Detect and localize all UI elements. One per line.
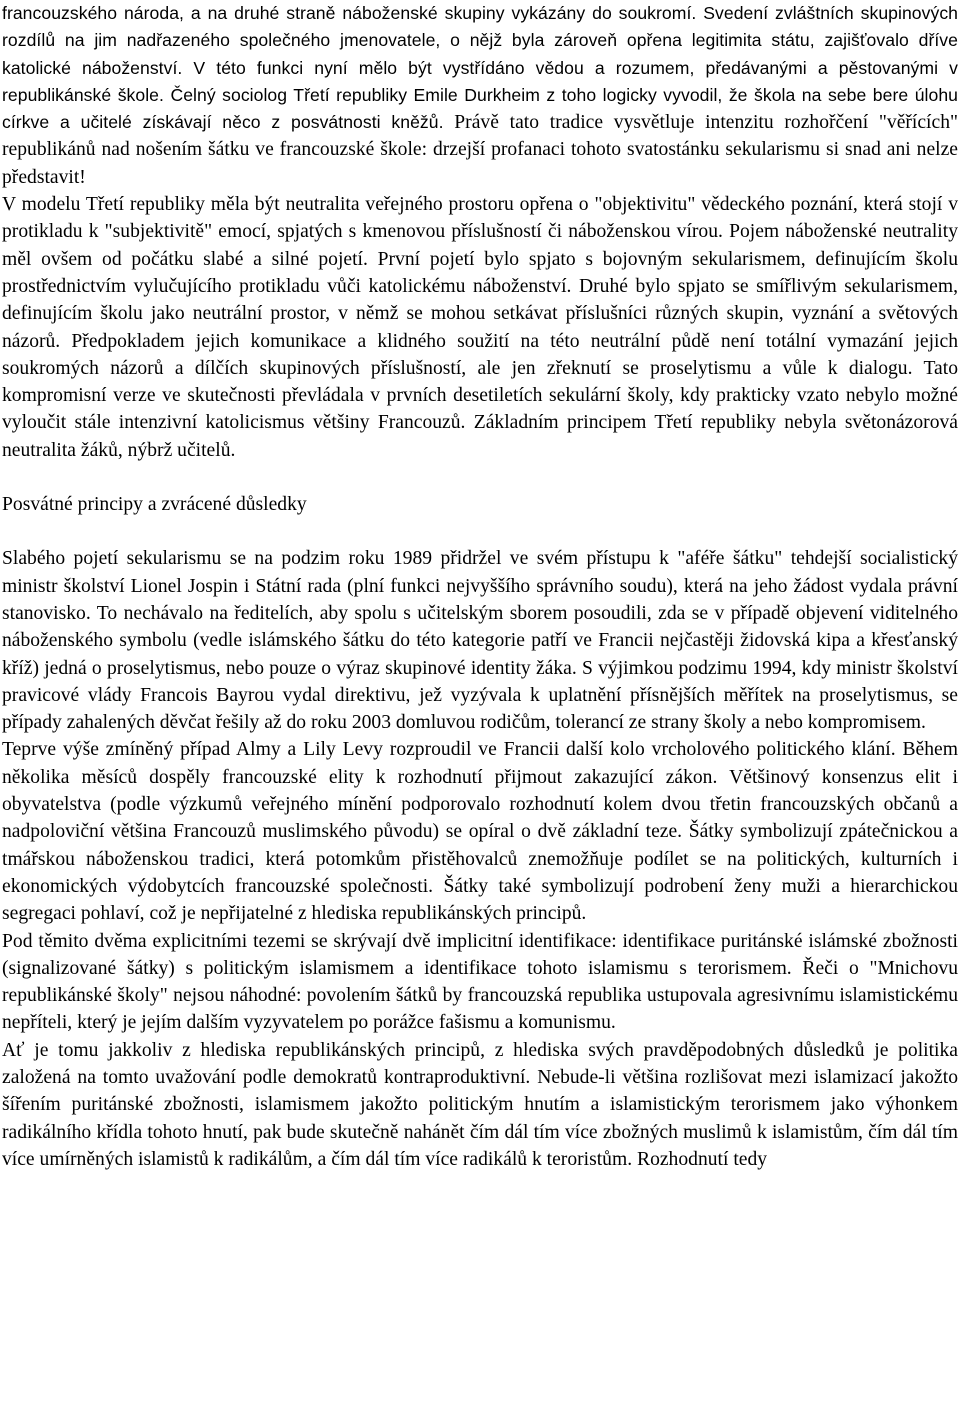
paragraph-1 (2, 0, 958, 191)
paragraph-1-serif-text: Právě tato tradice vysvětluje intenzitu rozhořčení "věřících" republikánů nad nošením šátku ve francouzské škole: drzejší profanaci tohoto svatostánku sekularismu si snad ani nelze představit! (2, 112, 958, 188)
paragraph-3: Slabého pojetí sekularismu se na podzim roku 1989 přidržel ve svém přístupu k "aféře šátku" tehdejší socialistický ministr školství Lionel Jospin i Státní rada (plní funkci nejvyššího správního soudu), která na jeho žádost vydala právní stanovisko. To nechávalo na ředitelích, aby spolu s učitelským sborem posoudili, zda se v případě objevení viditelného náboženského symbolu (vedle islámského šátku do této kategorie patří ve Francii nejčastěji židovská kipa a křesťanský kříž) jedná o proselytismus, nebo pouze o výraz skupinové identity žáka. S výjimkou podzimu 1994, kdy ministr školství pravicové vlády Francois Bayrou vydal direktivu, jež vyzývala k uplatnění přísnějších měřítek na proselytismus, se případy zahalených děvčat řešily až do roku 2003 domluvou rodičům, tolerancí ze strany školy a nebo kompromisem. (2, 548, 958, 734)
document-page (2, 0, 958, 1173)
paragraph-5: Pod těmito dvěma explicitními tezemi se skrývají dvě implicitní identifikace: identifikace puritánské islámské zbožnosti (signalizované šátky) s politickým islamismem a identifikace tohoto islamismu s terorismem. Řeči o "Mnichovu republikánské školy" nejsou náhodné: povolením šátků by francouzská republika ustupovala agresivnímu islamistickému nepříteli, který je jejím dalším vyzyvatelem po porážce fašismu a komunismu. (2, 930, 958, 1034)
paragraph-1-sans-text: francouzského národa, a na druhé straně náboženské skupiny vykázány do soukromí. Svedení zvláštních skupinových rozdílů na jim nadřazeného společného jmenovatele, o nějž byla zároveň opřena legitimita státu, zajišťovalo dříve katolické náboženství. V této funkci nyní mělo být vystřídáno vědou a rozumem, předávanými a pěstovanými v republikánské škole. Čelný sociolog Třetí republiky Emile Durkheim z toho logicky vyvodil, že škola na sebe bere úlohu církve a učitelé získávají něco z posvátnosti kněžů. (2, 3, 958, 133)
section-heading: Posvátné principy a zvrácené důsledky (2, 494, 307, 516)
paragraph-6: Ať je tomu jakkoliv z hlediska republikánských principů, z hlediska svých pravděpodobných důsledků je politika založená na tomto uvažování podle demokratů kontraproduktivní. Nebude-li většina rozlišovat mezi islamizací jakožto šířením puritánské zbožnosti, islamismem jakožto politickým hnutím a islamistickým terorismem jako výhonkem radikálního křídla tohoto hnutí, pak bude skutečně nahánět čím dál tím více zbožných muslimů k islamistům, čím dál tím více umírněných islamistů k radikálům, a čím dál tím více radikálů k teroristům. Rozhodnutí tedy (2, 1039, 958, 1170)
paragraph-2: V modelu Třetí republiky měla být neutralita veřejného prostoru opřena o "objektivitu" vědeckého poznání, která stojí v protikladu k "subjektivitě" emocí, spjatých s kmenovou příslušností či náboženskou vírou. Pojem náboženské neutrality měl ovšem od počátku slabé a silné pojetí. První pojetí bylo spjato s bojovným sekularismem, definujícím školu prostřednictvím vylučujícího protikladu vůči katolickému náboženství. Druhé bylo spjato se smířlivým sekularismem, definujícím školu jako neutrální prostor, v němž se mohou setkávat příslušníci různých skupin, vyznání a světových názorů. Předpokladem jejich komunikace a klidného soužití na této neutrální půdě není totální vymazání jejich soukromých názorů a dílčích skupinových příslušností, ale jen zřeknutí se proselytismu a vůle k dialogu. Tato kompromisní verze ve skutečnosti převládala v prvních desetiletích sekulární školy, kdy prakticky vzato nebylo možné vyloučit stále intenzivní katolicismus většiny Francouzů. Základním principem Třetí republiky nebyla světonázorová neutralita žáků, nýbrž učitelů. (2, 194, 958, 461)
paragraph-4: Teprve výše zmíněný případ Almy a Lily Levy rozproudil ve Francii další kolo vrcholového politického klání. Během několika měsíců dospěly francouzské elity k rozhodnutí přijmout zakazující zákon. Většinový konsenzus elit i obyvatelstva (podle výzkumů veřejného mínění podporovalo rozhodnutí kolem dvou třetin francouzských občanů a nadpoloviční většina Francouzů muslimského původu) se opíral o dvě základní teze. Šátky symbolizují zpátečnickou a tmářskou náboženskou tradici, která potomkům přistěhovalců znemožňuje podílet se na politických, kulturních i ekonomických výdobytcích francouzské společnosti. Šátky také symbolizují podrobení ženy muži a hierarchickou segregaci pohlaví, což je nepřijatelné z hlediska republikánských principů. (2, 739, 958, 925)
